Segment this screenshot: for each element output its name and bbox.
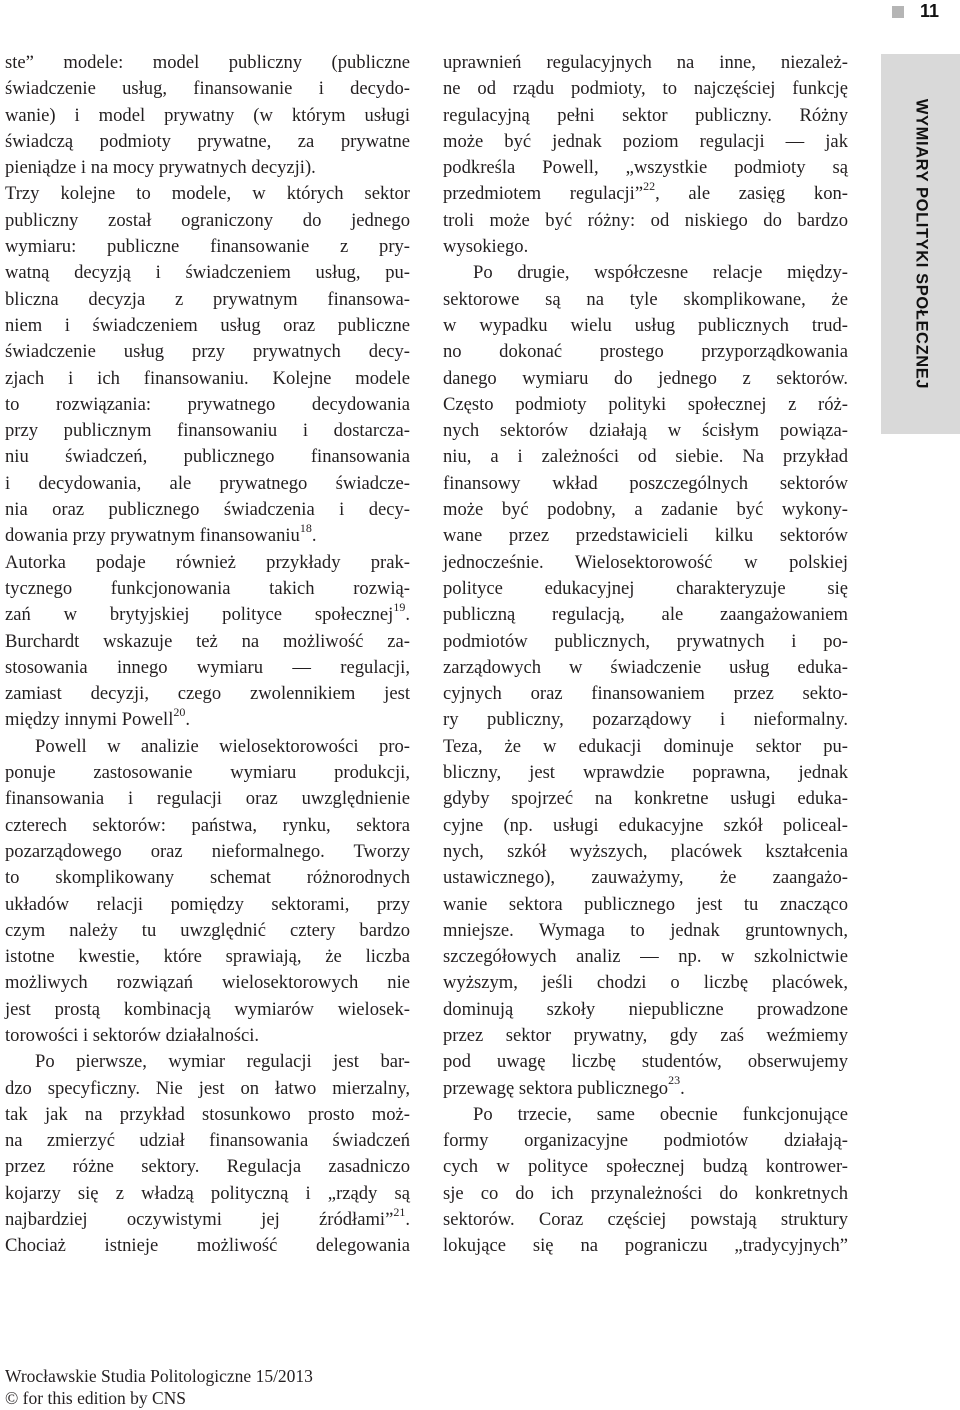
text-line: na zmierzyć udział finansowania świadczeń <box>5 1130 410 1152</box>
text-line: lokujące się na pograniczu „tradycyjnych” <box>443 1235 848 1257</box>
text-line: podkreśla Powell, „wszystkie podmioty są <box>443 157 848 179</box>
text-line: najbardziej oczywistymi jej źródłami”$^{21}$. <box>5 1204 410 1231</box>
text-line: ustawicznego), zauważymy, że zaangażo- <box>443 867 848 889</box>
text-line: sektorów. Coraz częściej powstają struktury <box>443 1209 848 1231</box>
right-column <box>443 50 848 1260</box>
text-line: podmiotów publicznych, prywatnych i po- <box>443 630 848 652</box>
text-line: przewagę sektora publicznego$^{23}$. <box>443 1073 685 1099</box>
side-section-tab <box>881 54 960 434</box>
text-line: ry publiczny, pozarządowy i nieformalny. <box>443 709 848 731</box>
left-column <box>5 50 410 1260</box>
text-line: i decydowania, ale prywatnego świadcze- <box>5 472 410 494</box>
text-line: Teza, że w edukacji dominuje sektor pu- <box>443 735 848 757</box>
text-line: no dokonać prostego przyporządkowania <box>443 341 848 363</box>
text-line: Po pierwsze, wymiar regulacji jest bar- <box>35 1051 410 1073</box>
text-line: cyjnych oraz finansowaniem przez sekto- <box>443 683 848 705</box>
text-line: bliczna decyzja z prywatnym finansowa- <box>5 288 410 310</box>
text-line: istotne kwestie, które sprawiają, że liczba <box>5 946 410 968</box>
text-line: zjach i ich finansowaniu. Kolejne modele <box>5 367 410 389</box>
text-line: czym należy tu uwzględnić cztery bardzo <box>5 919 410 941</box>
text-line: układów relacji pomiędzy sektorami, przy <box>5 893 410 915</box>
text-line: wyższym, jeśli chodzi o liczbę placówek, <box>443 972 848 994</box>
text-line: gdyby spojrzeć na konkretne usługi eduka- <box>443 788 848 810</box>
text-line: niu świadczeń, publicznego finansowania <box>5 446 410 468</box>
text-line: danego wymiaru do jednego z sektorów. <box>443 367 848 389</box>
text-line: niem i świadczeniem usług oraz publiczne <box>5 314 410 336</box>
footnote-ref: 20 <box>173 705 186 720</box>
text-line: kojarzy się z władzą polityczną i „rządy są <box>5 1182 410 1204</box>
footer <box>5 1365 313 1409</box>
text-line: wanie sektora publicznego jest tu znacząco <box>443 893 848 915</box>
text-line: Trzy kolejne to modele, w których sektor <box>5 183 410 205</box>
text-line: wysokiego. <box>443 236 529 258</box>
text-line: watną decyzją i świadczeniem usług, pu- <box>5 262 410 284</box>
text-line: sektorowe są na tyle skomplikowane, że <box>443 288 848 310</box>
text-line: jest prostą kombinacją wymiarów wielosek- <box>5 998 410 1020</box>
text-line: może być podobny, a zadanie być wykony- <box>443 499 848 521</box>
text-line: dominują szkoły niepubliczne prowadzone <box>443 998 848 1020</box>
text-line: pod uwagę liczbę studentów, obserwujemy <box>443 1051 848 1073</box>
text-line: pozarządowego oraz nieformalnego. Tworzy <box>5 840 410 862</box>
text-line: formy organizacyjne podmiotów działają- <box>443 1130 848 1152</box>
text-line: możliwych rozwiązań wielosektorowych nie <box>5 972 410 994</box>
footer-journal: Wrocławskie Studia Politologiczne 15/2013 <box>5 1366 313 1386</box>
text-line: zamiast decyzji, czego zwolennikiem jest <box>5 683 410 705</box>
text-line: finansowy wkład poszczególnych sektorów <box>443 472 848 494</box>
page-number-box <box>870 0 960 24</box>
page-number-marker-icon <box>892 6 904 18</box>
text-line: zań w brytyjskiej polityce społecznej$^{19}$. <box>5 600 410 626</box>
text-line: polityce edukacyjnej charakteryzuje się <box>443 577 848 599</box>
text-line: zarządowych w świadczenie usług eduka- <box>443 656 848 678</box>
text-line: regulacyjną pełni sektor publiczny. Różny <box>443 104 848 126</box>
text-line: sje co do ich przynależności do konkretnych <box>443 1182 848 1204</box>
text-line: troli może być różny: od niskiego do bardzo <box>443 209 848 231</box>
text-line: świadczenie usług przy prywatnych decy- <box>5 341 410 363</box>
text-line: wymiaru: publiczne finansowanie z pry- <box>5 236 410 258</box>
text-line: torowości i sektorów działalności. <box>5 1024 260 1046</box>
text-line: cyjne (np. usługi edukacyjne szkół policeal- <box>443 814 848 836</box>
page-number: 11 <box>920 1 940 21</box>
text-line: czterech sektorów: państwa, rynku, sektora <box>5 814 410 836</box>
text-line: to rozwiązania: prywatnego decydowania <box>5 393 410 415</box>
text-line: nia oraz publicznego świadczenia i decy- <box>5 499 410 521</box>
footnote-ref: 22 <box>643 179 656 194</box>
text-line: Burchardt wskazuje też na możliwość za- <box>5 630 410 652</box>
text-line: finansowania i regulacji oraz uwzględnienie <box>5 788 410 810</box>
text-line: Często podmioty polityki społecznej z róż- <box>443 393 848 415</box>
text-line: wanie) i model prywatny (w którym usługi <box>5 104 410 126</box>
text-line: szczegółowych analiz — np. w szkolnictwie <box>443 946 848 968</box>
text-line: mniejsze. Wymaga to jednak gruntownych, <box>443 919 848 941</box>
text-line: między innymi Powell$^{20}$. <box>5 705 191 731</box>
text-line: ste” modele: model publiczny (publiczne <box>5 52 410 73</box>
text-line: dzo specyficzny. Nie jest on łatwo mierzalny, <box>5 1077 410 1099</box>
footnote-ref: 19 <box>393 600 406 615</box>
text-line: stosowania innego wymiaru — regulacji, <box>5 656 410 678</box>
text-line: przy publicznym finansowaniu i dostarcza- <box>5 420 410 442</box>
footnote-ref: 18 <box>299 521 312 536</box>
text-line: Powell w analizie wielosektorowości pro- <box>35 735 410 757</box>
text-line: Autorka podaje również przykłady prak- <box>5 551 410 573</box>
text-line: Po trzecie, same obecnie funkcjonujące <box>473 1103 848 1125</box>
text-line: przedmiotem regulacji”$^{22}$, ale zasięg kon- <box>443 179 848 205</box>
text-line: tak jak na przykład stosunkowo prosto moż- <box>5 1103 410 1125</box>
text-line: publiczny został ograniczony do jednego <box>5 209 410 231</box>
text-line: bliczny, jest wprawdzie poprawna, jednak <box>443 762 848 784</box>
text-line: jednocześnie. Wielosektorowość w polskiej <box>443 551 848 573</box>
text-line: nych sektorów działają w ścisłym powiąza- <box>443 420 848 442</box>
text-line: to skomplikowany schemat różnorodnych <box>5 867 410 889</box>
text-line: wane przez przedstawicieli kilku sektorów <box>443 525 848 547</box>
side-section-label: WYMIARY POLITYKI SPOŁECZNEJ <box>912 98 930 390</box>
text-line: Po drugie, współczesne relacje między- <box>473 262 848 284</box>
text-line: świadczą podmioty prywatne, za prywatne <box>5 130 410 152</box>
text-line: w wypadku wielu usług publicznych trud- <box>443 314 848 336</box>
text-line: przez sektor prywatny, gdy zaś weźmiemy <box>443 1024 848 1046</box>
text-line: ne od rządu podmioty, to najczęściej funkcję <box>443 78 848 100</box>
text-line: przez różne sektory. Regulacja zasadniczo <box>5 1156 410 1178</box>
text-line: Chociaż istnieje możliwość delegowania <box>5 1235 410 1257</box>
text-line: nych, szkół wyższych, placówek kształcenia <box>443 840 848 862</box>
footnote-ref: 21 <box>393 1204 406 1219</box>
text-line: cych w polityce społecznej budzą kontrower- <box>443 1156 848 1178</box>
text-line: niu, a i zależności od siebie. Na przykład <box>443 446 848 468</box>
text-line: może być jednak poziom regulacji — jak <box>443 130 848 152</box>
footnote-ref: 23 <box>668 1073 681 1088</box>
text-line: świadczenie usług, finansowanie i decydo- <box>5 78 410 100</box>
text-line: uprawnień regulacyjnych na inne, niezależ- <box>443 52 848 73</box>
text-line: tycznego funkcjonowania takich rozwią- <box>5 577 410 599</box>
text-line: publiczną regulacją, ale zaangażowaniem <box>443 604 848 626</box>
footer-copyright: © for this edition by CNS <box>5 1388 187 1408</box>
text-line: pieniądze i na mocy prywatnych decyzji). <box>5 157 316 179</box>
text-line: ponuje zastosowanie wymiaru produkcji, <box>5 762 410 784</box>
text-line: dowania przy prywatnym finansowaniu$^{18}$. <box>5 521 317 547</box>
